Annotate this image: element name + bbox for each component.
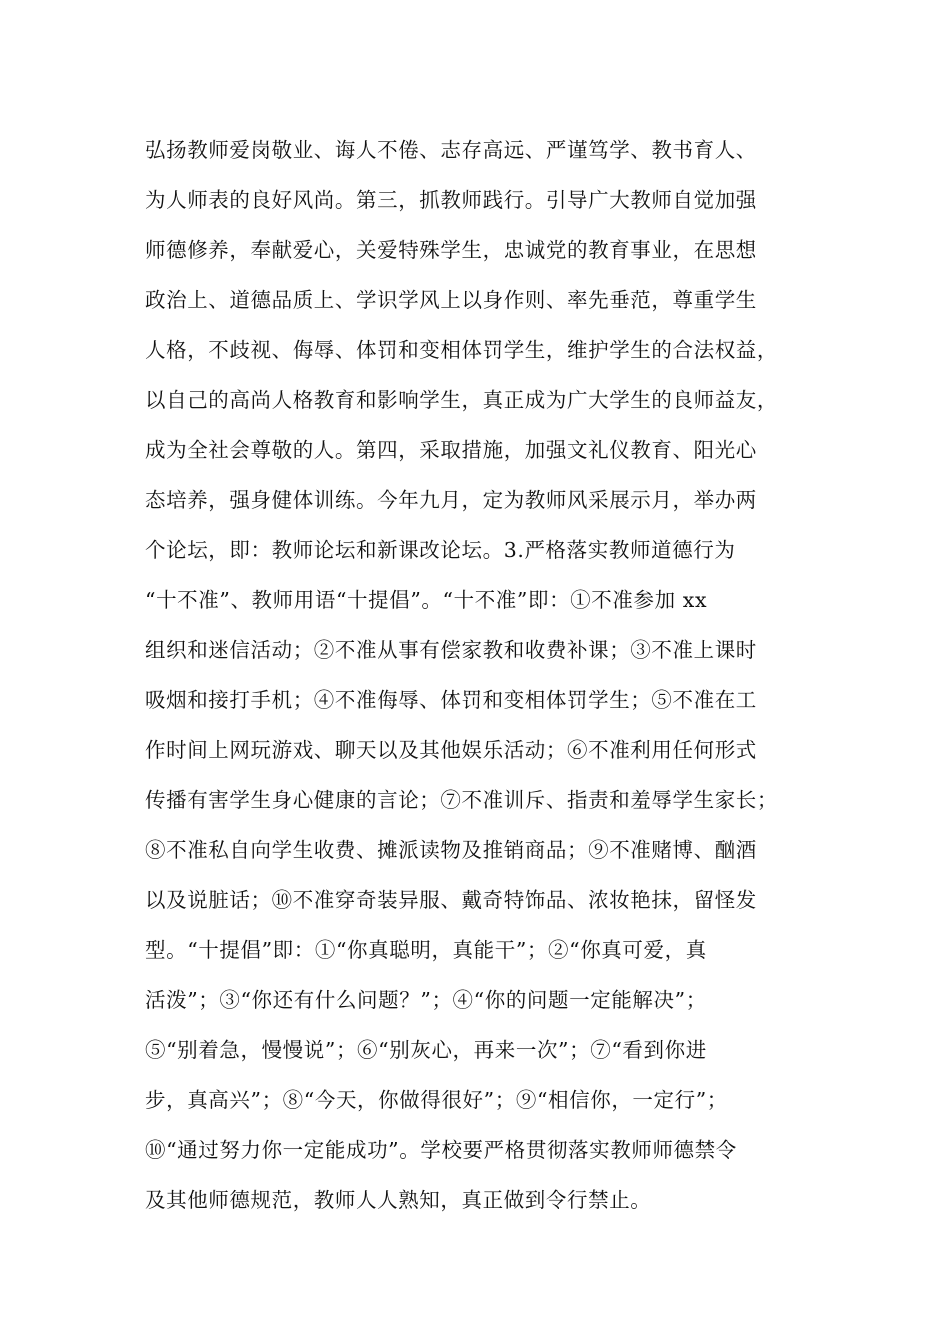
text-line-4: 政治上、道德品质上、学识学风上以身作则、率先垂范，尊重学生 <box>145 288 757 312</box>
text-line-2: 为人师表的良好风尚。第三，抓教师践行。引导广大教师自觉加强 <box>145 188 757 212</box>
text-line-16: 以及说脏话；⑩不准穿奇装异服、戴奇特饰品、浓妆艳抹，留怪发 <box>145 888 757 912</box>
body-text <box>145 125 835 1225</box>
text-line-22: 及其他师德规范，教师人人熟知，真正做到令行禁止。 <box>145 1188 652 1212</box>
text-line-18: 活泼”；③“你还有什么问题？”；④“你的问题一定能解决”； <box>145 988 707 1012</box>
text-line-20: 步，真高兴”；⑧“今天，你做得很好”；⑨“相信你，一定行”； <box>145 1088 728 1112</box>
text-line-17: 型。“十提倡”即：①“你真聪明，真能干”；②“你真可爱，真 <box>145 938 707 962</box>
text-line-1: 弘扬教师爱岗敬业、诲人不倦、志存高远、严谨笃学、教书育人、 <box>145 138 757 162</box>
text-line-21: ⑩“通过努力你一定能成功”。学校要严格贯彻落实教师师德禁令 <box>145 1138 737 1162</box>
text-line-9: 个论坛，即：教师论坛和新课改论坛。3.严格落实教师道德行为 <box>145 538 736 562</box>
text-line-7: 成为全社会尊敬的人。第四，采取措施，加强文礼仪教育、阳光心 <box>145 438 757 462</box>
text-line-8: 态培养，强身健体训练。今年九月，定为教师风采展示月，举办两 <box>145 488 757 512</box>
text-line-5: 人格，不歧视、侮辱、体罚和变相体罚学生，维护学生的合法权益， <box>145 338 778 362</box>
text-line-12: 吸烟和接打手机；④不准侮辱、体罚和变相体罚学生；⑤不准在工 <box>145 688 757 712</box>
text-line-11: 组织和迷信活动；②不准从事有偿家教和收费补课；③不准上课时 <box>145 638 757 662</box>
text-line-15: ⑧不准私自向学生收费、摊派读物及推销商品；⑨不准赌博、酗酒 <box>145 838 757 862</box>
text-line-13: 作时间上网玩游戏、聊天以及其他娱乐活动；⑥不准利用任何形式 <box>145 738 757 762</box>
text-line-19: ⑤“别着急，慢慢说”；⑥“别灰心，再来一次”；⑦“看到你进 <box>145 1038 707 1062</box>
text-line-3: 师德修养，奉献爱心，关爱特殊学生，忠诚党的教育事业，在思想 <box>145 238 757 262</box>
text-line-14: 传播有害学生身心健康的言论；⑦不准训斥、指责和羞辱学生家长； <box>145 788 778 812</box>
text-line-10: “十不准”、教师用语“十提倡”。“十不准”即：①不准参加 xx <box>145 588 708 612</box>
text-line-6: 以自己的高尚人格教育和影响学生，真正成为广大学生的良师益友， <box>145 388 778 412</box>
